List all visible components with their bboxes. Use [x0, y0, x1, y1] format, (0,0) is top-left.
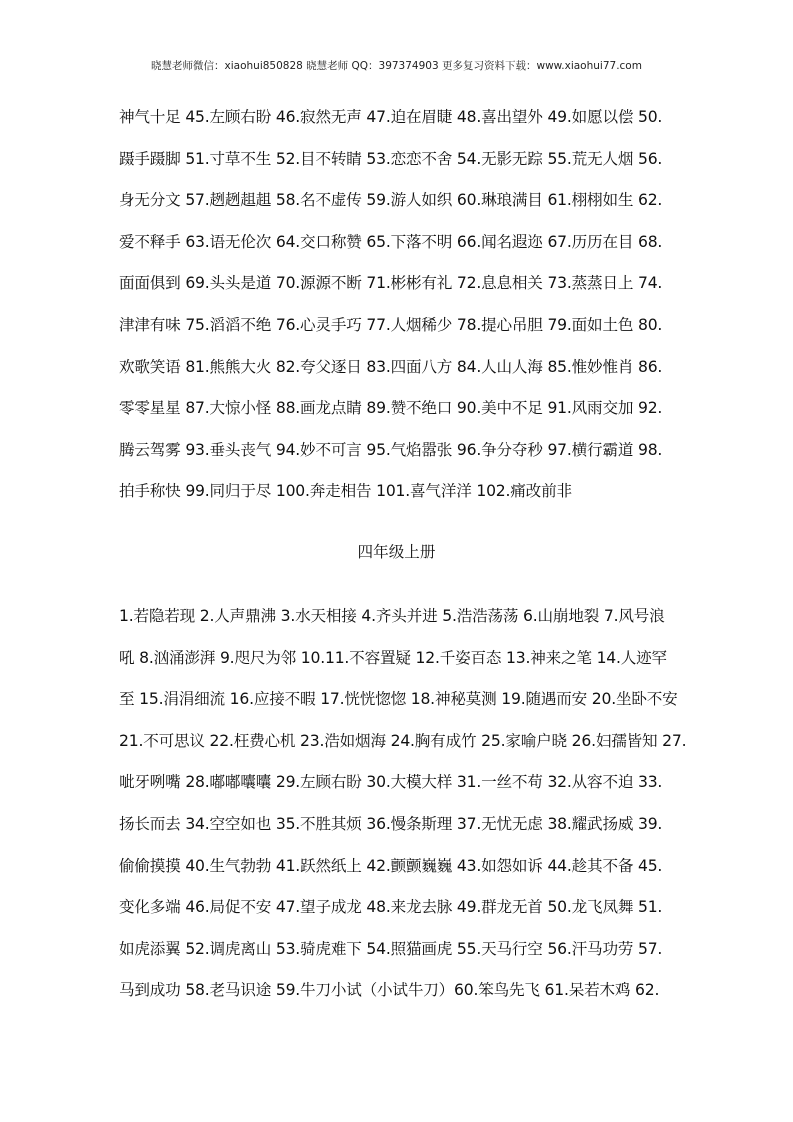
text-line: 呲牙咧嘴 28.嘟嘟囔囔 29.左顾右盼 30.大模大样 31.一丝不苟 32.从容不迫 33. [119, 773, 663, 792]
text-line: 变化多端 46.局促不安 47.望子成龙 48.来龙去脉 49.群龙无首 50.龙飞凤舞 51. [119, 898, 663, 917]
text-line: 津津有味 75.滔滔不绝 76.心灵手巧 77.人烟稀少 78.提心吊胆 79.面如土色 80. [119, 315, 663, 334]
text-line: 21.不可思议 22.枉费心机 23.浩如烟海 24.胸有成竹 25.家喻户晓 26.妇孺皆知 27. [119, 731, 687, 750]
text-line: 神气十足 45.左顾右盼 46.寂然无声 47.迫在眉睫 48.喜出望外 49.如愿以偿 50. [119, 108, 663, 126]
text-line: 欢歌笑语 81.熊熊大火 82.夸父逐日 83.四面八方 84.人山人海 85.惟妙惟肖 86. [119, 357, 663, 376]
text-line: 爱不释手 63.语无伦次 64.交口称赞 65.下落不明 66.闻名遐迩 67.历历在目 68. [119, 232, 663, 251]
page-header: 晓慧老师微信：xiaohui850828 晓慧老师 QQ：397374903 更多复习资料下载：www.xiaohui77.com [151, 60, 642, 72]
text-line: 偷偷摸摸 40.生气勃勃 41.跃然纸上 42.颤颤巍巍 43.如怨如诉 44.趁其不备 45. [119, 856, 663, 875]
text-line: 扬长而去 34.空空如也 35.不胜其烦 36.慢条斯理 37.无忧无虑 38.耀武扬威 39. [119, 814, 663, 833]
text-line: 拍手称快 99.同归于尽 100.奔走相告 101.喜气洋洋 102.痛改前非 [119, 482, 572, 501]
section-title: 四年级上册 [357, 543, 436, 561]
text-line: 至 15.涓涓细流 16.应接不暇 17.恍恍惚惚 18.神秘莫测 19.随遇而安 20.坐卧不安 [119, 690, 678, 709]
text-line: 面面俱到 69.头头是道 70.源源不断 71.彬彬有礼 72.息息相关 73.蒸蒸日上 74. [119, 274, 663, 293]
text-line: 马到成功 58.老马识途 59.牛刀小试（小试牛刀）60.笨鸟先飞 61.呆若木鸡 62. [119, 981, 660, 1000]
text-line: 如虎添翼 52.调虎离山 53.骑虎难下 54.照猫画虎 55.天马行空 56.汗马功劳 57. [119, 939, 663, 958]
text-line: 吼 8.汹涌澎湃 9.咫尺为邻 10.11.不容置疑 12.千姿百态 13.神来之笔 14.人迹罕 [119, 648, 667, 667]
text-line: 蹑手蹑脚 51.寸草不生 52.目不转睛 53.恋恋不舍 54.无影无踪 55.荒无人烟 56. [119, 149, 663, 168]
text-line: 零零星星 87.大惊小怪 88.画龙点睛 89.赞不绝口 90.美中不足 91.风雨交加 92. [119, 399, 663, 418]
text-line: 1.若隐若现 2.人声鼎沸 3.水天相接 4.齐头并进 5.浩浩荡荡 6.山崩地裂 7.风号浪 [119, 607, 665, 625]
idiom-list-grade4 [119, 596, 687, 1012]
text-line: 身无分文 57.趔趔趄趄 58.名不虚传 59.游人如织 60.琳琅满目 61.栩栩如生 62. [119, 191, 663, 210]
idiom-list-grade3 [119, 97, 679, 513]
text-line: 腾云驾雾 93.垂头丧气 94.妙不可言 95.气焰嚣张 96.争分夺秒 97.横行霸道 98. [119, 440, 663, 459]
